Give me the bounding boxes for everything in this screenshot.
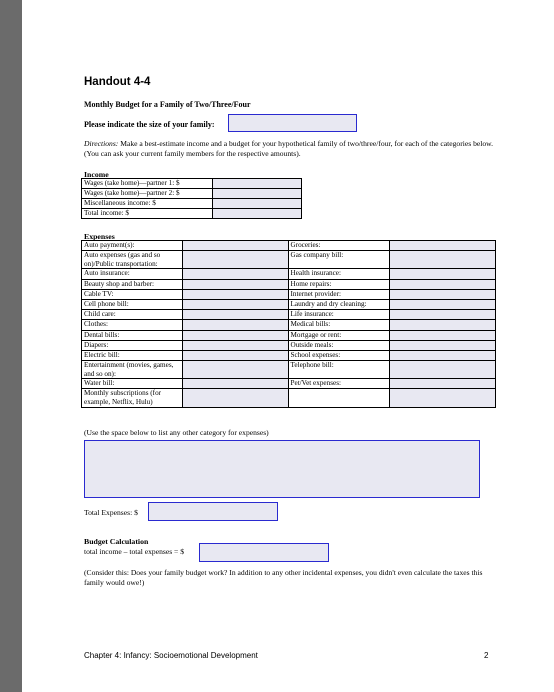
income-amount-field[interactable] [213, 209, 302, 219]
expense-amount-field-left[interactable] [182, 251, 288, 269]
expense-label-left: Diapers: [82, 340, 183, 350]
expense-amount-field-right[interactable] [390, 251, 496, 269]
directions-body: Make a best-estimate income and a budget for your hypothetical family of two/three/four, for each of the categories below. (You can ask your current family members for the respective amounts). [84, 139, 494, 158]
expense-label-right: Mortgage or rent: [288, 330, 390, 340]
expense-amount-field-right[interactable] [390, 310, 496, 320]
expense-amount-field-right[interactable] [390, 279, 496, 289]
expense-row [82, 289, 496, 299]
expense-amount-field-left[interactable] [182, 310, 288, 320]
expense-label-left: Auto insurance: [82, 269, 183, 279]
expense-amount-field-right[interactable] [390, 241, 496, 251]
expense-row [82, 389, 496, 407]
expense-row [82, 320, 496, 330]
expense-label-right: Laundry and dry cleaning: [288, 299, 390, 309]
expense-amount-field-right[interactable] [390, 389, 496, 407]
expense-amount-field-right[interactable] [390, 361, 496, 379]
expense-amount-field-left[interactable] [182, 350, 288, 360]
expense-amount-field-left[interactable] [182, 389, 288, 407]
income-amount-field[interactable] [213, 189, 302, 199]
expense-amount-field-right[interactable] [390, 269, 496, 279]
expense-amount-field-right[interactable] [390, 320, 496, 330]
expense-row [82, 299, 496, 309]
expense-row [82, 279, 496, 289]
expense-label-right: Internet provider: [288, 289, 390, 299]
expense-label-left: Dental bills: [82, 330, 183, 340]
expense-label-left: Cell phone bill: [82, 299, 183, 309]
family-size-label: Please indicate the size of your family: [84, 120, 215, 129]
directions-label: Directions: [84, 139, 119, 148]
budget-result-input[interactable] [199, 543, 329, 562]
expense-label-left: Water bill: [82, 379, 183, 389]
other-expenses-textarea[interactable] [84, 440, 480, 498]
income-label: Miscellaneous income: $ [82, 199, 213, 209]
expense-row [82, 310, 496, 320]
expense-label-left: Electric bill: [82, 350, 183, 360]
expense-amount-field-left[interactable] [182, 340, 288, 350]
handout-subtitle: Monthly Budget for a Family of Two/Three/Four [84, 100, 251, 109]
income-heading: Income [84, 170, 109, 179]
income-table [81, 178, 302, 219]
expense-label-left: Entertainment (movies, games, and so on): [82, 361, 183, 379]
consider-note: (Consider this: Does your family budget work? In addition to any other incidental expenses, you didn't even calculate the taxes this family would owe!) [84, 568, 483, 587]
income-amount-field[interactable] [213, 199, 302, 209]
expense-label-right [288, 389, 390, 407]
income-label: Total income: $ [82, 209, 213, 219]
handout-title: Handout 4-4 [84, 76, 151, 88]
expense-label-left: Clothes: [82, 320, 183, 330]
expense-row [82, 330, 496, 340]
expenses-heading: Expenses [84, 232, 115, 241]
expense-amount-field-right[interactable] [390, 379, 496, 389]
expense-amount-field-left[interactable] [182, 289, 288, 299]
footer-chapter: Chapter 4: Infancy: Socioemotional Development [84, 651, 258, 660]
other-expenses-note: (Use the space below to list any other category for expenses) [84, 428, 269, 437]
income-label: Wages (take home)—partner 2: $ [82, 189, 213, 199]
expense-amount-field-left[interactable] [182, 299, 288, 309]
expense-label-left: Beauty shop and barber: [82, 279, 183, 289]
expense-row [82, 241, 496, 251]
expense-amount-field-left[interactable] [182, 379, 288, 389]
income-row [82, 209, 302, 219]
family-size-input[interactable] [228, 114, 357, 132]
expense-amount-field-left[interactable] [182, 330, 288, 340]
expense-amount-field-left[interactable] [182, 361, 288, 379]
expense-label-right: Life insurance: [288, 310, 390, 320]
expense-label-left: Auto expenses (gas and so on)/Public transportation: [82, 251, 183, 269]
page-number: 2 [484, 651, 489, 660]
total-expenses-input[interactable] [148, 502, 278, 521]
expense-amount-field-right[interactable] [390, 340, 496, 350]
income-label: Wages (take home)—partner 1: $ [82, 179, 213, 189]
expense-amount-field-right[interactable] [390, 330, 496, 340]
expense-amount-field-left[interactable] [182, 320, 288, 330]
expense-amount-field-left[interactable] [182, 241, 288, 251]
income-row [82, 189, 302, 199]
expense-label-left: Monthly subscriptions (for example, Netflix, Hulu) [82, 389, 183, 407]
budget-formula-label: total income – total expenses = $ [84, 547, 185, 556]
expense-row [82, 350, 496, 360]
expense-label-left: Cable TV: [82, 289, 183, 299]
expense-row [82, 251, 496, 269]
income-amount-field[interactable] [213, 179, 302, 189]
expense-row [82, 361, 496, 379]
expense-label-left: Child care: [82, 310, 183, 320]
expense-amount-field-right[interactable] [390, 299, 496, 309]
expense-label-right: Gas company bill: [288, 251, 390, 269]
expense-label-right: Medical bills: [288, 320, 390, 330]
expense-label-right: Outside meals: [288, 340, 390, 350]
expense-label-left: Auto payment(s): [82, 241, 183, 251]
expense-row [82, 340, 496, 350]
expense-amount-field-left[interactable] [182, 269, 288, 279]
expense-row [82, 269, 496, 279]
expense-row [82, 379, 496, 389]
expense-label-right: Telephone bill: [288, 361, 390, 379]
expense-amount-field-left[interactable] [182, 279, 288, 289]
directions-text [84, 139, 496, 159]
expense-amount-field-right[interactable] [390, 350, 496, 360]
expense-amount-field-right[interactable] [390, 289, 496, 299]
expense-label-right: Health insurance: [288, 269, 390, 279]
document-page [22, 0, 554, 692]
income-row [82, 179, 302, 189]
income-row [82, 199, 302, 209]
total-expenses-label: Total Expenses: $ [84, 508, 138, 517]
expense-label-right: School expenses: [288, 350, 390, 360]
expense-label-right: Pet/Vet expenses: [288, 379, 390, 389]
budget-heading: Budget Calculation [84, 537, 149, 546]
expense-label-right: Home repairs: [288, 279, 390, 289]
expense-label-right: Groceries: [288, 241, 390, 251]
expenses-table [81, 240, 496, 408]
